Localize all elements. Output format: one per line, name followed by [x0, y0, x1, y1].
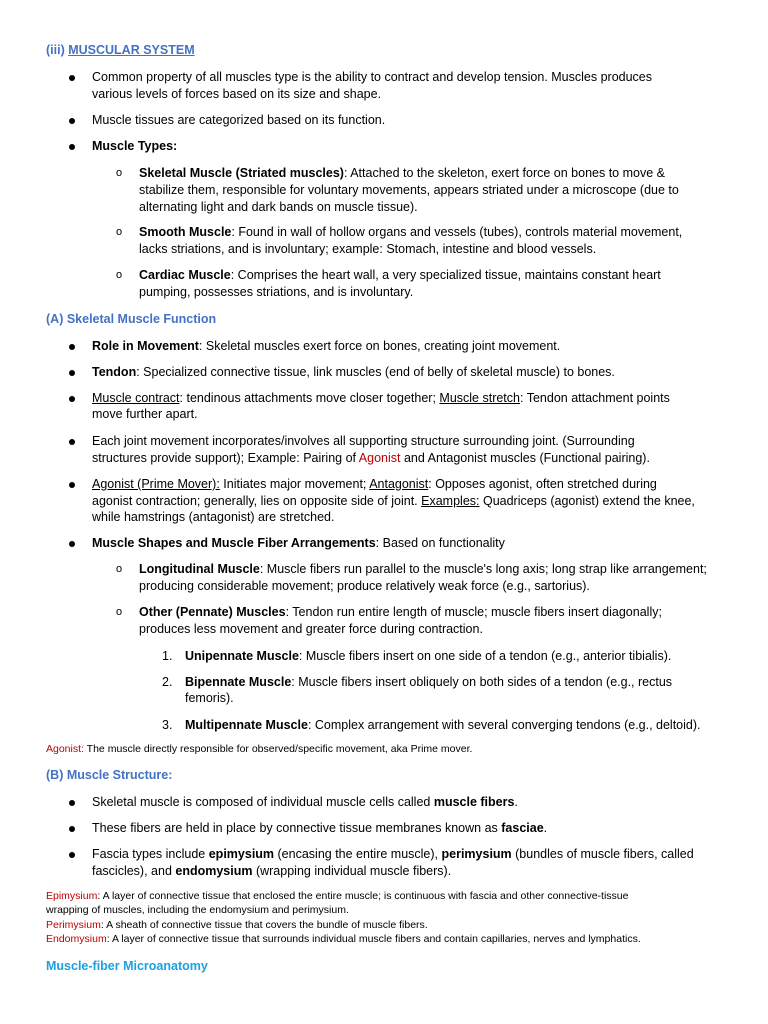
bullet-icon: [69, 118, 75, 124]
term: muscle fibers: [433, 795, 515, 809]
type-text: alternating light and dark bands on muscle tissue).: [139, 200, 418, 214]
circle-bullet-icon: o: [116, 226, 123, 238]
longitudinal-item: [139, 561, 707, 578]
bullet-icon: [69, 800, 75, 806]
bipennate-line: femoris).: [185, 691, 234, 705]
type-text: lacks striations, and is involuntary; example: Stomach, intestine and blood vessels.: [139, 242, 597, 256]
circle-bullet-icon: o: [116, 606, 123, 618]
underlined-term: Antagonist: [369, 477, 429, 491]
list-number: 3.: [162, 718, 173, 732]
intro-line: Muscle tissues are categorized based on its function.: [92, 113, 386, 127]
multipennate-item: [185, 717, 701, 734]
contract-line: move further apart.: [92, 407, 198, 421]
underlined-term: Muscle stretch: [439, 391, 520, 405]
type-skeletal: [139, 165, 665, 182]
muscle-types-label: Muscle Types:: [92, 139, 178, 153]
term-text: These fibers are held in place by connective tissue membranes known as: [92, 821, 502, 835]
fascia-line: [92, 863, 451, 880]
type-text: stabilize them, responsible for voluntary movements, appears striated under a microscope (due to: [139, 183, 679, 197]
term-text: Quadriceps (agonist) extend the knee,: [479, 494, 695, 508]
term-text: : Opposes agonist, often stretched during: [428, 477, 657, 491]
tendon-item: [92, 364, 615, 381]
bullet-icon: [69, 541, 75, 547]
term-text: : Based on functionality: [375, 536, 505, 550]
term-text: Skeletal muscle is composed of individual muscle cells called: [92, 795, 434, 809]
definition-text: : A sheath of connective tissue that covers the bundle of muscle fibers.: [100, 919, 428, 931]
bullet-icon: [69, 826, 75, 832]
term-text: : Skeletal muscles exert force on bones, creating joint movement.: [198, 339, 561, 353]
type-cardiac: [139, 267, 661, 284]
type-text: : Attached to the skeleton, exert force on bones to move &: [343, 166, 665, 180]
definition-text: : A layer of connective tissue that enclosed the entire muscle; is continuous with fascia and other connective-tissue: [97, 890, 629, 902]
agonist-note: [46, 742, 472, 757]
term-text: .: [514, 795, 518, 809]
agonist-line: [92, 493, 695, 510]
term: Role in Movement: [92, 339, 199, 353]
definition-label: Perimysium: [46, 919, 101, 931]
term-text: : Muscle fibers insert on one side of a tendon (e.g., anterior tibialis).: [298, 649, 672, 663]
section-heading-b: (B) Muscle Structure:: [46, 768, 173, 782]
circle-bullet-icon: o: [116, 167, 123, 179]
intro-line: various levels of forces based on its size and shape.: [92, 87, 382, 101]
structure-item: [92, 820, 547, 837]
section-heading-a: (A) Skeletal Muscle Function: [46, 312, 217, 326]
bullet-icon: [69, 75, 75, 81]
type-text: pumping, possesses striations, and is involuntary.: [139, 285, 414, 299]
term-text: fascicles), and: [92, 864, 176, 878]
bullet-icon: [69, 852, 75, 858]
type-term: Cardiac Muscle: [139, 268, 231, 282]
intro-line: Common property of all muscles type is the ability to contract and develop tension. Muscles produces: [92, 70, 652, 84]
term-text: (bundles of muscle fibers, called: [511, 847, 694, 861]
circle-bullet-icon: o: [116, 269, 123, 281]
underlined-term: Examples:: [421, 494, 480, 508]
pennate-line: produces less movement and greater force during contraction.: [139, 622, 483, 636]
definition-text: : A layer of connective tissue that surrounds individual muscle fibers and contain capillaries, nerves and lymphatics.: [106, 933, 641, 945]
term: Muscle Shapes and Muscle Fiber Arrangements: [92, 536, 376, 550]
term-text: : Tendon run entire length of muscle; muscle fibers insert diagonally;: [285, 605, 662, 619]
joint-text: structures provide support); Example: Pairing of: [92, 451, 359, 465]
term-text: Initiates major movement;: [219, 477, 370, 491]
type-text: : Comprises the heart wall, a very specialized tissue, maintains constant heart: [230, 268, 661, 282]
term: endomysium: [175, 864, 253, 878]
section-heading-muscular-system: [46, 42, 195, 59]
joint-line: [92, 450, 650, 467]
joint-line: Each joint movement incorporates/involves all supporting structure surrounding joint. (Surrounding: [92, 434, 635, 448]
term: Longitudinal Muscle: [139, 562, 260, 576]
definition-line: wrapping of muscles, including the endomysium and perimysium.: [46, 904, 349, 916]
type-term: Skeletal Muscle (Striated muscles): [139, 166, 344, 180]
bullet-icon: [69, 370, 75, 376]
type-text: : Found in wall of hollow organs and vessels (tubes), controls material movement,: [231, 225, 683, 239]
term: Bipennate Muscle: [185, 675, 292, 689]
contract-item: [92, 390, 670, 407]
term: Tendon: [92, 365, 137, 379]
unipennate-item: [185, 648, 671, 665]
term-text: : tendinous attachments move closer together;: [179, 391, 440, 405]
bullet-icon: [69, 396, 75, 402]
term: Multipennate Muscle: [185, 718, 308, 732]
definition-epimysium: [46, 889, 628, 904]
agonist-highlight: Agonist: [358, 451, 401, 465]
pennate-item: [139, 604, 662, 621]
longitudinal-line: producing considerable movement; produce relatively weak force (e.g., sartorius).: [139, 579, 590, 593]
heading-prefix: (iii): [46, 43, 69, 57]
term-text: : Complex arrangement with several converging tendons (e.g., deltoid).: [307, 718, 701, 732]
shapes-item: [92, 535, 505, 552]
fascia-item: [92, 846, 694, 863]
term-text: : Tendon attachment points: [520, 391, 670, 405]
structure-item: [92, 794, 518, 811]
term: fasciae: [501, 821, 544, 835]
underlined-term: Muscle contract: [92, 391, 180, 405]
term: perimysium: [441, 847, 512, 861]
term-text: agonist contraction; generally, lies on opposite side of joint.: [92, 494, 422, 508]
definition-label: Epimysium: [46, 890, 98, 902]
term-text: : Muscle fibers insert obliquely on both sides of a tendon (e.g., rectus: [291, 675, 673, 689]
bullet-icon: [69, 482, 75, 488]
type-term: Smooth Muscle: [139, 225, 232, 239]
definition-endomysium: [46, 932, 641, 947]
term-text: (wrapping individual muscle fibers).: [252, 864, 452, 878]
agonist-line: while hamstrings (antagonist) are stretched.: [92, 510, 335, 524]
agonist-item: [92, 476, 657, 493]
bipennate-item: [185, 674, 672, 691]
note-label: Agonist:: [46, 743, 84, 755]
definition-label: Endomysium: [46, 933, 107, 945]
term: Unipennate Muscle: [185, 649, 299, 663]
list-number: 1.: [162, 649, 173, 663]
term-text: : Specialized connective tissue, link muscles (end of belly of skeletal muscle) to bones.: [136, 365, 615, 379]
type-smooth: [139, 224, 682, 241]
underlined-term: Agonist (Prime Mover):: [92, 477, 220, 491]
bullet-icon: [69, 439, 75, 445]
definition-perimysium: [46, 918, 428, 933]
list-number: 2.: [162, 675, 173, 689]
note-text: The muscle directly responsible for observed/specific movement, aka Prime mover.: [83, 743, 473, 755]
term-text: : Muscle fibers run parallel to the muscle's long axis; long strap like arrangement;: [259, 562, 707, 576]
term-text: Fascia types include: [92, 847, 209, 861]
circle-bullet-icon: o: [116, 563, 123, 575]
role-in-movement: [92, 338, 560, 355]
term: Other (Pennate) Muscles: [139, 605, 286, 619]
term-text: .: [543, 821, 548, 835]
joint-text: and Antagonist muscles (Functional pairing).: [400, 451, 650, 465]
section-heading-microanatomy: Muscle-fiber Microanatomy: [46, 959, 208, 973]
bullet-icon: [69, 344, 75, 350]
heading-title: MUSCULAR SYSTEM: [68, 43, 195, 57]
term-text: (encasing the entire muscle),: [274, 847, 442, 861]
term: epimysium: [208, 847, 275, 861]
bullet-icon: [69, 144, 75, 150]
